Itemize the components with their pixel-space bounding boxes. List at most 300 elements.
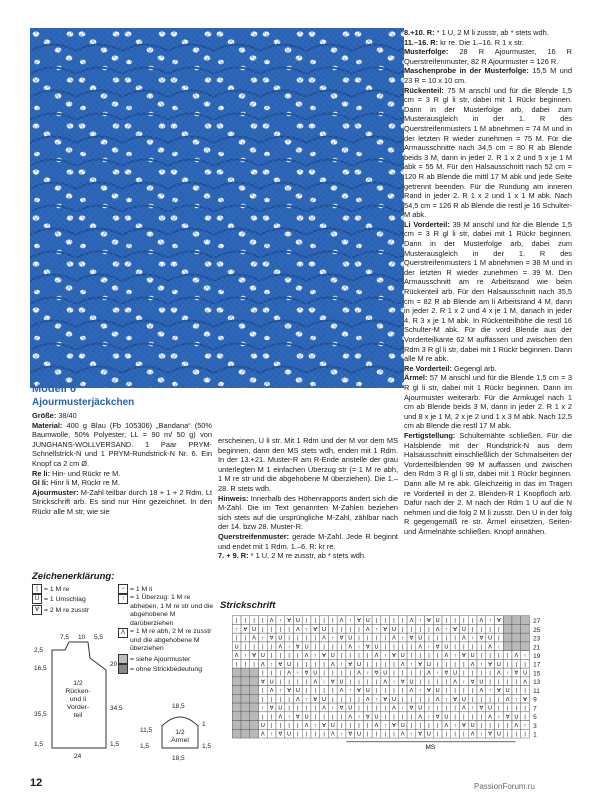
text-gl-li: Gl li: Hinr li M, Rückr re M.	[32, 478, 120, 488]
chart-symbol: |	[384, 731, 386, 738]
chart-symbol: |	[410, 644, 413, 651]
chart-symbol: |	[375, 661, 378, 668]
chart-symbol: |	[506, 705, 509, 712]
chart-cell	[250, 686, 259, 695]
chart-symbol: Λ	[470, 731, 475, 738]
s-15b: 1,5	[202, 743, 212, 750]
chart-cell	[512, 642, 521, 651]
chart-symbol: |	[410, 670, 413, 677]
chart-symbol: |	[463, 688, 465, 695]
chart-symbol: |	[358, 705, 360, 712]
chart-symbol: |	[393, 661, 395, 668]
text-pattern-cont: erscheinen, U li str. Mit 1 Rdm und der M vor dem MS beginnen, dann den MS stets wdh, enden mit 1 Rdm. In der 13.+21. Muster-R am R-Ende anstelle der grau unterlegten M 1 einfachen Überzug str (= 1 M re abh, 1 M re str und die abgehobene M überziehen). Die 1.–28. R stets wdh.	[218, 436, 398, 493]
text-size: Größe: 38/40	[32, 411, 77, 420]
chart-symbol: U	[287, 661, 292, 668]
chart-symbol: ∀	[313, 696, 318, 703]
chart-symbol: |	[314, 714, 317, 721]
text-maschenprobe: Maschenprobe in der Musterfolge: 15,5 M und 23 R = 10 x 10 cm.	[404, 66, 572, 85]
chart-symbol: Λ	[479, 618, 484, 625]
chart-symbol: |	[384, 661, 386, 668]
chart-symbol: ∀	[243, 626, 248, 633]
chart-symbol: ∀	[418, 731, 423, 738]
chart-symbol: Λ	[330, 731, 335, 738]
chart-symbol: |	[262, 670, 264, 677]
chart-cell	[503, 642, 512, 651]
chart-symbol: |	[436, 679, 439, 686]
chart-symbol: |	[445, 688, 448, 695]
chart-symbol: U	[479, 679, 484, 686]
chart-symbol: |	[480, 696, 483, 703]
chart-symbol: |	[489, 679, 491, 686]
chart-symbol: ↑	[375, 626, 378, 633]
chart-symbol: U	[435, 688, 440, 695]
chart-symbol: ↑	[445, 696, 448, 703]
chart-symbol: |	[297, 731, 299, 738]
legend-ssk: ↑ = 1 Überzug: 1 M re abheben, 1 M re str und die abgehobene M darüberziehen	[118, 594, 214, 628]
chart-symbol: |	[410, 653, 413, 660]
s-185b: 18,5	[172, 755, 185, 762]
chart-row-number: 1	[533, 731, 537, 739]
chart-symbol: |	[384, 688, 386, 695]
chart-symbol: ↑	[427, 714, 431, 721]
chart-symbol: ↑	[305, 696, 308, 703]
chart-symbol: |	[463, 644, 465, 651]
chart-symbol: ∀	[357, 688, 361, 695]
chart-symbol: |	[384, 635, 386, 642]
chart-symbol: |	[332, 644, 334, 651]
chart-symbol: ↑	[401, 635, 405, 642]
chart-symbol: U	[400, 723, 405, 729]
chart-symbol: |	[340, 626, 343, 633]
chart-ms-label: MS	[425, 744, 436, 750]
chart-symbol: ∀	[392, 723, 396, 729]
chart-symbol: |	[393, 670, 395, 677]
chart-row-number: 17	[533, 661, 541, 669]
chart-symbol: |	[288, 653, 290, 660]
instructions-column-3	[404, 28, 572, 536]
chart-symbol: |	[524, 705, 526, 712]
chart-row-number: 27	[533, 618, 541, 626]
chart-symbol: Λ	[304, 723, 309, 729]
chart-symbol: ∀	[339, 705, 344, 712]
chart-symbol: ∀	[418, 661, 423, 668]
m-20: 20	[110, 661, 118, 668]
chart-cell	[521, 633, 530, 642]
chart-symbol: |	[428, 626, 430, 633]
chart-symbol: ∀	[514, 670, 519, 677]
chart-symbol: |	[454, 618, 456, 625]
chart-symbol: |	[401, 714, 404, 721]
chart-symbol: Λ	[400, 731, 405, 738]
chart-symbol: ↑	[348, 688, 352, 695]
text-ajourmuster: Ajourmuster: M-Zahl teilbar durch 18 + 1 + 2 Rdm. Lt Strickschrift arb. Es sind nur Hinr gezeichnet. In den Rückr alle M str, wie sie	[32, 487, 212, 516]
chart-symbol: |	[436, 723, 439, 729]
chart-symbol: |	[288, 626, 290, 633]
chart-symbol: ∀	[444, 670, 449, 677]
chart-symbol: Λ	[365, 696, 370, 703]
chart-symbol: |	[384, 714, 386, 721]
chart-symbol: U	[505, 688, 510, 695]
chart-symbol: ∀	[496, 618, 501, 625]
chart-symbol: |	[515, 731, 518, 738]
chart-symbol: Λ	[269, 688, 274, 695]
chart-symbol: |	[463, 731, 465, 738]
chart-symbol: ↑	[401, 705, 405, 712]
chart-symbol: |	[463, 714, 465, 721]
text-hinweis: Hinweis: Innerhalb des Höhenrapports ändert sich die M-Zahl. Die im Text genannten M-Zahlen beziehen sich stets auf die ursprüngliche M-Zahl, zählbar nach der 14. bzw 28. Muster-R.	[218, 493, 398, 532]
chart-symbol: ∀	[427, 618, 431, 625]
chart-symbol: Λ	[523, 679, 527, 686]
chart-symbol: ∀	[322, 723, 326, 729]
s-115: 11,5	[140, 727, 153, 734]
instructions-column-1	[32, 383, 212, 517]
chart-symbol: |	[428, 723, 430, 729]
chart-symbol: |	[375, 705, 378, 712]
m-24: 24	[74, 753, 82, 760]
chart-symbol: |	[515, 688, 518, 695]
chart-symbol: |	[340, 670, 343, 677]
chart-symbol: ↑	[471, 705, 475, 712]
chart-symbol: |	[262, 714, 264, 721]
chart-symbol: Λ	[261, 731, 265, 738]
chart-row-number: 23	[533, 635, 541, 643]
chart-symbol: U	[339, 679, 344, 686]
chart-symbol: |	[235, 661, 238, 668]
chart-symbol: |	[384, 705, 386, 712]
chart-symbol: ∀	[348, 661, 353, 668]
chart-row-number: 3	[533, 722, 537, 730]
chart-symbol: |	[367, 635, 369, 642]
chart-symbol: ∀	[365, 714, 370, 721]
chart-symbol: |	[471, 696, 474, 703]
chart-symbol: U	[365, 618, 370, 625]
chart-symbol: |	[340, 714, 343, 721]
chart-symbol: Λ	[322, 705, 326, 712]
chart-symbol: |	[297, 635, 299, 642]
chart-symbol: ↑	[427, 644, 431, 651]
chart-symbol: Λ	[322, 635, 326, 642]
m-75: 7,5	[60, 634, 70, 641]
chart-symbol: |	[314, 635, 317, 642]
chart-symbol: |	[367, 723, 369, 729]
chart-symbol: U	[304, 644, 309, 651]
chart-symbol: |	[410, 714, 413, 721]
chart-symbol: ∀	[392, 653, 396, 660]
page-number: 12	[30, 777, 43, 789]
chart-symbol: Λ	[313, 679, 318, 686]
chart-symbol: |	[323, 661, 325, 668]
chart-symbol: ↑	[322, 679, 326, 686]
chart-symbol: Λ	[400, 661, 405, 668]
chart-symbol: |	[384, 618, 386, 625]
text-rueckenteil: Rückenteil: 75 M anschl und für die Blende 1,5 cm = 3 R gl li str, dabei mit 1 Rückr beginnen. Dann in der Musterfolge arb, dabei zum Musterausgleich in der 1. R des Querstreifenmusters 1 M abnehmen = 74 M und in der letzten R wieder zunehmen = 75 M. Für die Armausschnitte nach 34,5 cm = 80 R ab Blende beids 3 M, dann in jeder 2. R 1 x 2 und 5 x je 1 M abk = 55 M. Für den Halsausschnitt nach 52 cm = 120 R ab Blende die mittl 17 M abk und jede Seite getrennt beenden. Für die Rundung am inneren Rand in jeder 2. R 1 x 2 und 1 x 1 M abk. Nach 54,5 cm = 126 R ab Blende die restl je 16 Schulter-M abk.	[404, 85, 572, 220]
chart-symbol: |	[454, 688, 456, 695]
chart-symbol: |	[314, 705, 317, 712]
chart-symbol: |	[332, 618, 334, 625]
chart-symbol: U	[391, 696, 396, 703]
text-re-vorderteil: Re Vorderteil: Gegengl arb.	[404, 363, 497, 373]
chart-symbol: Λ	[418, 714, 423, 721]
chart-symbol: |	[367, 731, 369, 738]
chart-symbol: |	[489, 670, 491, 677]
chart-cell	[250, 694, 259, 703]
chart-symbol: Λ	[348, 714, 353, 721]
chart-cell	[503, 633, 512, 642]
chart-symbol: U	[461, 696, 466, 703]
text-aermel: Ärmel: 57 M anschl und für die Blende 1,5 cm = 3 R gl li str, dabei mit 1 Rückr beginnen. Dann im Ajourmuster weiterarb. Für die Armkugel nach 1 cm ab Blende beids 3 M, dann in jeder 2. R 1 x 2 und 8 x je 1 M, 2 x je 2 und 1 x 3 M abk. Nach 12,5 cm ab Blende die restl 17 M abk.	[404, 373, 572, 431]
chart-symbol: ↑	[471, 635, 475, 642]
schematic-label-1: 1/2	[73, 680, 83, 687]
chart-symbol: ∀	[339, 635, 344, 642]
chart-symbol: |	[419, 696, 421, 703]
chart-symbol: ∀	[330, 679, 335, 686]
chart-symbol: Λ	[418, 644, 423, 651]
chart-symbol: Λ	[234, 653, 239, 660]
schematic-label-4: Vorder-	[66, 704, 90, 711]
chart-symbol: |	[305, 635, 308, 642]
chart-symbol: |	[270, 714, 273, 721]
chart-symbol: U	[426, 661, 431, 668]
chart-symbol: ↑	[235, 626, 239, 633]
chart-symbol: ∀	[365, 644, 370, 651]
chart-symbol: U	[409, 679, 414, 686]
text-re-li: Re li: Hin- und Rückr re M.	[32, 468, 121, 478]
chart-symbol: U	[496, 731, 501, 738]
chart-symbol: |	[454, 714, 456, 721]
chart-symbol: ↑	[497, 644, 501, 651]
chart-symbol: ↑	[331, 635, 335, 642]
chart-symbol: Λ	[453, 679, 457, 686]
text-li-vorderteil: Li Vorderteil: 39 M anschl und für die Blende 1,5 cm = 3 R gl li str, dabei mit 1 Rückr beginnen. Dann in der Musterfolge arb, dabei zum Musterausgleich in der 1. R des Querstreifenmusters 1 M abnehmen = 38 M und in der letzten R wieder zunehmen = 39 M. Den Armausschnitt am re Arbeitsrand wie beim Rückenteil arb. Für den Halsausschnitt nach 35,5 cm = 82 R ab Blende am li Arbeitsrand 4 M, dann in jeder 2. R 1 x 2 und 4 x je 1 M, danach in jeder 4. R 3 x je 1 M abk. In Rückenteilhöhe die restl 16 Schulter-M abk. Für die vord Blende aus der Vorderteilkante 62 M auffassen und zwischen den Rdm 3 R gl li str, dabei mit 1 Rückr beginnen. Dann alle M re abk.	[404, 219, 573, 364]
chart-symbol: U	[391, 626, 396, 633]
chart-symbol: |	[524, 714, 526, 721]
chart-symbol: |	[498, 705, 500, 712]
chart-symbol: |	[498, 653, 500, 660]
chart-symbol: ↑	[418, 688, 422, 695]
chart-symbol: |	[393, 688, 395, 695]
chart-symbol: Λ	[462, 705, 466, 712]
chart-symbol: |	[279, 626, 282, 633]
chart-symbol: U	[322, 696, 327, 703]
sleeve-label-2: Ärmel	[171, 737, 189, 744]
chart-symbol: |	[436, 635, 439, 642]
chart-cell	[503, 624, 512, 633]
m-345: 34,5	[110, 705, 123, 712]
chart-symbol: |	[305, 688, 308, 695]
chart-symbol: ∀	[287, 688, 291, 695]
chart-symbol: ↑	[392, 679, 396, 686]
chart-symbol: U	[348, 635, 353, 642]
text-row11-16: 11.–16. R: kr re. Die 1.–16. R 1 x str.	[404, 37, 524, 47]
chart-cell	[241, 712, 250, 721]
chart-symbol: |	[253, 618, 255, 625]
chart-symbol: |	[506, 723, 509, 729]
chart-row-number: 11	[533, 687, 540, 695]
chart-symbol: U	[426, 731, 431, 738]
chart-symbol: |	[349, 626, 351, 633]
chart-symbol: Λ	[269, 618, 274, 625]
chart-symbol: |	[235, 635, 238, 642]
chart-symbol: ↑	[436, 670, 440, 677]
lace-pattern-image	[30, 28, 404, 388]
model-number: Modell 6	[32, 383, 77, 395]
chart-symbol: |	[340, 644, 343, 651]
sleeve-label-1: 1/2	[175, 729, 185, 736]
chart-symbol: U	[374, 714, 379, 721]
chart-symbol: ∀	[479, 705, 484, 712]
chart-symbol: ↑	[497, 714, 501, 721]
chart-symbol: |	[445, 731, 448, 738]
chart-symbol: |	[375, 731, 378, 738]
chart-symbol: |	[471, 626, 474, 633]
chart-row-number: 25	[533, 626, 541, 634]
chart-symbol: |	[524, 731, 526, 738]
chart-symbol: U	[365, 688, 370, 695]
chart-symbol: |	[358, 723, 360, 729]
s-185a: 18,5	[172, 703, 185, 710]
chart-symbol: |	[340, 723, 343, 729]
legend-knit: | = 1 M re	[32, 584, 112, 594]
chart-symbol: U	[330, 653, 335, 660]
chart-symbol: Λ	[304, 653, 309, 660]
m-355: 35,5	[34, 711, 47, 718]
chart-symbol: |	[463, 618, 465, 625]
s-1: 1	[202, 721, 206, 728]
chart-symbol: |	[288, 696, 290, 703]
chart-symbol: |	[419, 723, 421, 729]
chart-symbol: |	[270, 653, 273, 660]
instructions-column-2	[218, 436, 398, 561]
chart-symbol: ↑	[514, 696, 518, 703]
chart-symbol: |	[436, 705, 439, 712]
chart-symbol: |	[419, 653, 421, 660]
chart-symbol: Λ	[435, 626, 440, 633]
chart-symbol: |	[297, 653, 299, 660]
chart-cell	[503, 616, 512, 625]
chart-symbol: Λ	[505, 696, 510, 703]
chart-symbol: U	[418, 635, 423, 642]
chart-cell	[512, 616, 521, 625]
chart-symbol: |	[480, 626, 483, 633]
chart-symbol: ∀	[427, 688, 431, 695]
chart-symbol: ∀	[461, 723, 466, 729]
chart-symbol: |	[454, 644, 456, 651]
chart-symbol: ↑	[357, 714, 361, 721]
legend-purl: − = 1 M li	[118, 584, 214, 594]
chart-symbol: |	[445, 618, 448, 625]
chart-symbol: U	[514, 714, 519, 721]
chart-symbol: U	[496, 661, 501, 668]
m-165: 16,5	[34, 665, 47, 672]
chart-symbol: |	[297, 661, 299, 668]
chart-symbol: Λ	[365, 626, 370, 633]
chart-symbol: Λ	[514, 723, 519, 729]
chart-row-number: 9	[533, 696, 537, 704]
knitting-chart	[220, 612, 550, 750]
chart-symbol: |	[489, 723, 491, 729]
chart-cell	[232, 712, 241, 721]
chart-symbol: ↑	[523, 723, 527, 729]
site-watermark: PassionForum.ru	[474, 782, 535, 791]
chart-symbol: |	[463, 670, 465, 677]
legend-see-pattern: = siehe Ajourmuster	[118, 654, 214, 664]
chart-symbol: |	[410, 723, 413, 729]
chart-symbol: |	[358, 635, 360, 642]
chart-symbol: |	[498, 696, 500, 703]
chart-symbol: U	[322, 626, 327, 633]
chart-symbol: |	[410, 696, 413, 703]
legend-sk2p: Λ = 1 M re abh, 2 M re zusstr und die abgehobene M überziehen	[118, 628, 214, 654]
text-material: Material: 400 g Blau (Fb 105306) „Bandana“ (50% Baumwolle, 50% Polyester, LL = 90 m/ 50 g) von JUNGHANS-WOLLVERSAND. 1 Paar PRYM-Schnellstrick-N und 1 PRYM-Rundstrick-N Nr. 6. Ein Knopf ca 2 cm Ø.	[32, 420, 212, 468]
chart-symbol: ∀	[435, 644, 440, 651]
chart-symbol: |	[253, 661, 255, 668]
chart-symbol: |	[401, 688, 404, 695]
chart-symbol: |	[349, 670, 351, 677]
chart-symbol: ↑	[357, 644, 361, 651]
chart-symbol: |	[480, 653, 483, 660]
chart-symbol: |	[323, 731, 325, 738]
chart-cell	[250, 677, 259, 686]
chart-symbol: |	[454, 705, 456, 712]
chart-symbol: ↑	[261, 635, 265, 642]
chart-symbol: U	[418, 705, 423, 712]
chart-symbol: |	[367, 705, 369, 712]
text-row8-10: 8.+10. R: * 1 U, 2 M li zusstr, ab * stets wdh.	[404, 28, 549, 37]
chart-symbol: ∀	[313, 626, 318, 633]
chart-cell	[250, 729, 259, 738]
chart-symbol: |	[471, 688, 474, 695]
chart-symbol: ∀	[269, 705, 274, 712]
chart-cell	[521, 616, 530, 625]
chart-symbol: |	[332, 626, 334, 633]
garment-schematic	[32, 630, 220, 765]
chart-symbol: |	[471, 644, 474, 651]
chart-symbol: |	[393, 644, 395, 651]
chart-symbol: |	[270, 670, 273, 677]
chart-symbol: ↑	[488, 688, 492, 695]
chart-row-number: 7	[533, 705, 537, 713]
chart-symbol: Λ	[479, 688, 484, 695]
chart-symbol: |	[498, 679, 500, 686]
chart-symbol: ↑	[506, 670, 509, 677]
chart-symbol: |	[323, 714, 325, 721]
chart-symbol: Λ	[261, 661, 265, 668]
chart-symbol: |	[244, 635, 247, 642]
text-querstreifen: Querstreifenmuster: gerade M-Zahl. Jede R beginnt und endet mit 1 Rdm. 1.–6. R: kr re.	[218, 531, 398, 551]
chart-row-number: 15	[533, 670, 541, 678]
chart-symbol: |	[305, 705, 308, 712]
chart-symbol: Λ	[374, 653, 379, 660]
schematic-label-5: teil	[73, 712, 83, 719]
chart-symbol: ↑	[313, 653, 317, 660]
chart-symbol: |	[323, 644, 325, 651]
chart-symbol: |	[235, 618, 238, 625]
chart-symbol: ∀	[453, 626, 458, 633]
chart-symbol: |	[401, 670, 404, 677]
chart-symbol: ↑	[296, 670, 300, 677]
chart-symbol: ∀	[295, 644, 300, 651]
chart-symbol: ∀	[278, 661, 283, 668]
chart-symbol: |	[279, 696, 282, 703]
m-10: 10	[78, 634, 86, 641]
chart-symbol: U	[278, 635, 283, 642]
chart-row-number: 5	[533, 714, 537, 722]
chart-symbol: |	[506, 679, 509, 686]
chart-symbol: ↑	[340, 731, 343, 738]
chart-symbol: Λ	[514, 653, 519, 660]
chart-symbol: ↑	[410, 731, 413, 738]
chart-symbol: Λ	[409, 688, 414, 695]
